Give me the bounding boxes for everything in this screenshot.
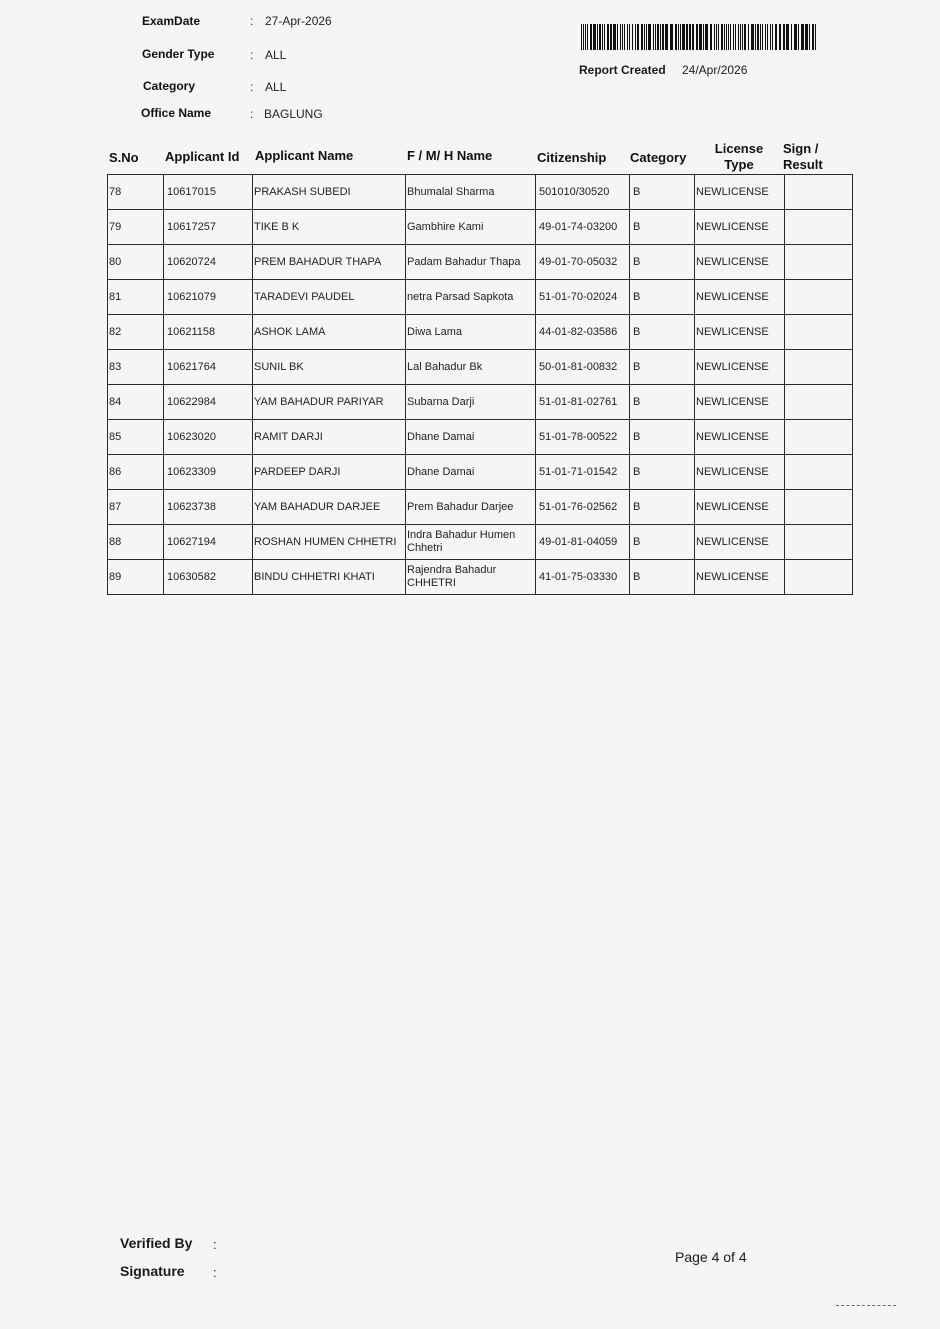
header-fmh-name: F / M/ H Name: [407, 148, 493, 163]
cell-applicant-id: 10623309: [164, 455, 253, 490]
barcode-bar: [670, 24, 673, 50]
cell-license-type: NEWLICENSE: [695, 175, 785, 210]
barcode-bar: [632, 24, 633, 50]
header-citizenship: Citizenship: [537, 150, 607, 165]
barcode: [581, 24, 819, 50]
barcode-bar: [721, 24, 723, 50]
cell-category: B: [630, 455, 695, 490]
cell-sno: 81: [108, 280, 164, 315]
cell-citizenship: 51-01-70-02024: [536, 280, 630, 315]
cell-applicant-name: RAMIT DARJI: [253, 420, 406, 455]
barcode-bar: [786, 24, 789, 50]
cell-license-type: NEWLICENSE: [695, 280, 785, 315]
exam-date-label: ExamDate: [142, 14, 201, 28]
cell-sno: 78: [108, 175, 164, 210]
barcode-bar: [755, 24, 756, 50]
cell-sign-result: [785, 315, 853, 350]
barcode-bar: [809, 24, 810, 50]
cell-fmh-name: Dhane Damai: [406, 455, 536, 490]
barcode-bar: [646, 24, 647, 50]
cell-license-type: NEWLICENSE: [695, 560, 785, 595]
cell-license-type: NEWLICENSE: [695, 455, 785, 490]
cell-applicant-name: ASHOK LAMA: [253, 315, 406, 350]
barcode-bar: [744, 24, 746, 50]
cell-sno: 79: [108, 210, 164, 245]
barcode-bar: [751, 24, 754, 50]
category-colon: :: [250, 80, 254, 94]
cell-license-type: NEWLICENSE: [695, 525, 785, 560]
barcode-bar: [678, 24, 679, 50]
signature-label: Signature: [120, 1263, 185, 1279]
cell-category: B: [630, 385, 695, 420]
barcode-bar: [644, 24, 645, 50]
barcode-bar: [783, 24, 785, 50]
cell-applicant-id: 10623020: [164, 420, 253, 455]
barcode-bar: [637, 24, 639, 50]
barcode-bar: [733, 24, 734, 50]
cell-applicant-id: 10621158: [164, 315, 253, 350]
barcode-bar: [794, 24, 797, 50]
cell-license-type: NEWLICENSE: [695, 350, 785, 385]
table-row: [108, 525, 853, 560]
cell-sno: 89: [108, 560, 164, 595]
cell-license-type: NEWLICENSE: [695, 420, 785, 455]
barcode-bar: [710, 24, 712, 50]
cell-sno: 88: [108, 525, 164, 560]
table-row: [108, 350, 853, 385]
barcode-bar: [617, 24, 618, 50]
cell-sign-result: [785, 455, 853, 490]
barcode-bar: [689, 24, 691, 50]
cell-applicant-name: TIKE B K: [253, 210, 406, 245]
cell-applicant-name: PREM BAHADUR THAPA: [253, 245, 406, 280]
cell-category: B: [630, 420, 695, 455]
barcode-bar: [798, 24, 799, 50]
barcode-bar: [622, 24, 623, 50]
table-row: [108, 560, 853, 595]
barcode-bar: [587, 24, 588, 50]
barcode-bar: [613, 24, 616, 50]
report-created-value: 24/Apr/2026: [682, 63, 748, 77]
barcode-bar: [597, 24, 598, 50]
barcode-bar: [703, 24, 704, 50]
barcode-bar: [653, 24, 654, 50]
barcode-bar: [791, 24, 792, 50]
exam-date-colon: :: [250, 14, 254, 28]
barcode-bar: [718, 24, 719, 50]
barcode-bar: [686, 24, 688, 50]
cell-applicant-id: 10627194: [164, 525, 253, 560]
cell-license-type: NEWLICENSE: [695, 245, 785, 280]
barcode-bar: [735, 24, 736, 50]
barcode-bar: [748, 24, 749, 50]
cell-applicant-id: 10621764: [164, 350, 253, 385]
cell-category: B: [630, 280, 695, 315]
barcode-bar: [812, 24, 814, 50]
gender-type-colon: :: [250, 48, 254, 62]
cell-applicant-id: 10621079: [164, 280, 253, 315]
header-applicant-id: Applicant Id: [165, 149, 240, 164]
cell-sign-result: [785, 210, 853, 245]
barcode-bar: [635, 24, 636, 50]
cell-license-type: NEWLICENSE: [695, 315, 785, 350]
cell-license-type: NEWLICENSE: [695, 490, 785, 525]
barcode-bar: [730, 24, 731, 50]
barcode-bar: [620, 24, 621, 50]
cell-sign-result: [785, 385, 853, 420]
verified-by-colon: :: [213, 1237, 217, 1252]
cell-license-type: NEWLICENSE: [695, 210, 785, 245]
category-value: ALL: [265, 80, 287, 94]
cell-applicant-name: PARDEEP DARJI: [253, 455, 406, 490]
barcode-bar: [599, 24, 601, 50]
office-name-colon: :: [250, 107, 254, 121]
header-license-type: [708, 141, 770, 173]
cell-citizenship: 49-01-74-03200: [536, 210, 630, 245]
cell-sno: 82: [108, 315, 164, 350]
cell-sign-result: [785, 280, 853, 315]
cell-applicant-id: 10622984: [164, 385, 253, 420]
header-sign-result-line1: Sign /: [783, 141, 819, 156]
table-row: [108, 315, 853, 350]
table-row: [108, 210, 853, 245]
category-label: Category: [143, 79, 196, 93]
cell-applicant-name: YAM BAHADUR DARJEE: [253, 490, 406, 525]
cell-sign-result: [785, 420, 853, 455]
barcode-bar: [762, 24, 763, 50]
barcode-bar: [805, 24, 808, 50]
cell-citizenship: 51-01-71-01542: [536, 455, 630, 490]
cell-applicant-id: 10620724: [164, 245, 253, 280]
cell-fmh-name: Diwa Lama: [406, 315, 536, 350]
barcode-bar: [648, 24, 651, 50]
cell-citizenship: 44-01-82-03586: [536, 315, 630, 350]
header-license-type-line2: Type: [724, 157, 754, 172]
barcode-bar: [767, 24, 768, 50]
gender-type-label: Gender Type: [142, 47, 215, 61]
cell-category: B: [630, 210, 695, 245]
page-number: Page 4 of 4: [675, 1249, 747, 1265]
cell-applicant-id: 10630582: [164, 560, 253, 595]
applicant-table: [107, 174, 853, 595]
office-name-value: BAGLUNG: [264, 107, 323, 121]
barcode-bar: [760, 24, 761, 50]
cell-sno: 85: [108, 420, 164, 455]
cell-applicant-name: BINDU CHHETRI KHATI: [253, 560, 406, 595]
edge-mark: [836, 1305, 896, 1308]
table-row: [108, 455, 853, 490]
barcode-bar: [738, 24, 739, 50]
report-created-label: Report Created: [579, 63, 666, 77]
cell-sign-result: [785, 560, 853, 595]
barcode-bar: [775, 24, 777, 50]
barcode-bar: [740, 24, 741, 50]
cell-applicant-name: PRAKASH SUBEDI: [253, 175, 406, 210]
barcode-bar: [655, 24, 656, 50]
cell-fmh-name: Padam Bahadur Thapa: [406, 245, 536, 280]
cell-applicant-name: ROSHAN HUMEN CHHETRI: [253, 525, 406, 560]
barcode-bar: [705, 24, 708, 50]
barcode-bar: [728, 24, 729, 50]
barcode-bar: [765, 24, 766, 50]
cell-sign-result: [785, 350, 853, 385]
barcode-bar: [581, 24, 582, 50]
barcode-bar: [699, 24, 702, 50]
barcode-bar: [724, 24, 725, 50]
cell-category: B: [630, 315, 695, 350]
barcode-bar: [590, 24, 592, 50]
barcode-bar: [680, 24, 681, 50]
cell-fmh-name: Prem Bahadur Darjee: [406, 490, 536, 525]
cell-fmh-name: Bhumalal Sharma: [406, 175, 536, 210]
header-sno: S.No: [109, 150, 139, 165]
header-category: Category: [630, 150, 687, 165]
barcode-bar: [641, 24, 643, 50]
barcode-bar: [815, 24, 816, 50]
cell-fmh-name: Indra Bahadur Humen Chhetri: [406, 525, 536, 560]
barcode-bar: [585, 24, 586, 50]
cell-fmh-name: Subarna Darji: [406, 385, 536, 420]
barcode-bar: [696, 24, 698, 50]
cell-fmh-name: Gambhire Kami: [406, 210, 536, 245]
barcode-bar: [779, 24, 781, 50]
cell-applicant-id: 10617257: [164, 210, 253, 245]
cell-applicant-name: TARADEVI PAUDEL: [253, 280, 406, 315]
table-row: [108, 385, 853, 420]
cell-sno: 80: [108, 245, 164, 280]
cell-sno: 83: [108, 350, 164, 385]
barcode-bar: [801, 24, 804, 50]
cell-citizenship: 41-01-75-03330: [536, 560, 630, 595]
cell-category: B: [630, 350, 695, 385]
table-row: [108, 245, 853, 280]
cell-fmh-name: Dhane Damai: [406, 420, 536, 455]
barcode-bar: [757, 24, 759, 50]
cell-applicant-name: SUNIL BK: [253, 350, 406, 385]
barcode-bar: [665, 24, 668, 50]
cell-category: B: [630, 490, 695, 525]
verified-by-label: Verified By: [120, 1235, 193, 1251]
table-row: [108, 420, 853, 455]
office-name-label: Office Name: [141, 106, 212, 120]
barcode-bar: [627, 24, 628, 50]
barcode-bar: [742, 24, 743, 50]
cell-category: B: [630, 525, 695, 560]
cell-sno: 86: [108, 455, 164, 490]
barcode-bar: [607, 24, 609, 50]
cell-category: B: [630, 175, 695, 210]
cell-category: B: [630, 245, 695, 280]
table-row: [108, 175, 853, 210]
cell-category: B: [630, 560, 695, 595]
cell-sign-result: [785, 245, 853, 280]
cell-applicant-id: 10623738: [164, 490, 253, 525]
signature-colon: :: [213, 1265, 217, 1280]
barcode-bar: [692, 24, 694, 50]
barcode-bar: [662, 24, 664, 50]
cell-citizenship: 49-01-70-05032: [536, 245, 630, 280]
cell-citizenship: 51-01-78-00522: [536, 420, 630, 455]
barcode-bar: [624, 24, 625, 50]
cell-citizenship: 49-01-81-04059: [536, 525, 630, 560]
cell-citizenship: 51-01-76-02562: [536, 490, 630, 525]
gender-type-value: ALL: [265, 48, 287, 62]
barcode-bar: [604, 24, 605, 50]
barcode-bar: [714, 24, 715, 50]
barcode-bar: [583, 24, 584, 50]
cell-fmh-name: Lal Bahadur Bk: [406, 350, 536, 385]
exam-date-value: 27-Apr-2026: [265, 14, 332, 28]
barcode-bar: [770, 24, 771, 50]
header-sign-result-line2: Result: [783, 157, 823, 172]
cell-citizenship: 51-01-81-02761: [536, 385, 630, 420]
barcode-bar: [660, 24, 661, 50]
cell-fmh-name: Rajendra Bahadur CHHETRI: [406, 560, 536, 595]
cell-applicant-name: YAM BAHADUR PARIYAR: [253, 385, 406, 420]
cell-fmh-name: netra Parsad Sapkota: [406, 280, 536, 315]
cell-citizenship: 501010/30520: [536, 175, 630, 210]
barcode-bar: [675, 24, 677, 50]
barcode-bar: [772, 24, 773, 50]
cell-applicant-id: 10617015: [164, 175, 253, 210]
cell-sign-result: [785, 525, 853, 560]
header-applicant-name: Applicant Name: [255, 148, 354, 163]
cell-sign-result: [785, 175, 853, 210]
barcode-bar: [682, 24, 685, 50]
table-row: [108, 490, 853, 525]
header-license-type-line1: License: [714, 141, 764, 156]
barcode-bar: [657, 24, 659, 50]
barcode-bar: [593, 24, 596, 50]
barcode-bar: [629, 24, 630, 50]
barcode-bar: [602, 24, 603, 50]
cell-license-type: NEWLICENSE: [695, 385, 785, 420]
cell-sign-result: [785, 490, 853, 525]
cell-sno: 87: [108, 490, 164, 525]
barcode-bar: [726, 24, 727, 50]
table-row: [108, 280, 853, 315]
barcode-bar: [610, 24, 612, 50]
cell-sno: 84: [108, 385, 164, 420]
header-sign-result: [783, 141, 823, 173]
barcode-bar: [716, 24, 717, 50]
cell-citizenship: 50-01-81-00832: [536, 350, 630, 385]
